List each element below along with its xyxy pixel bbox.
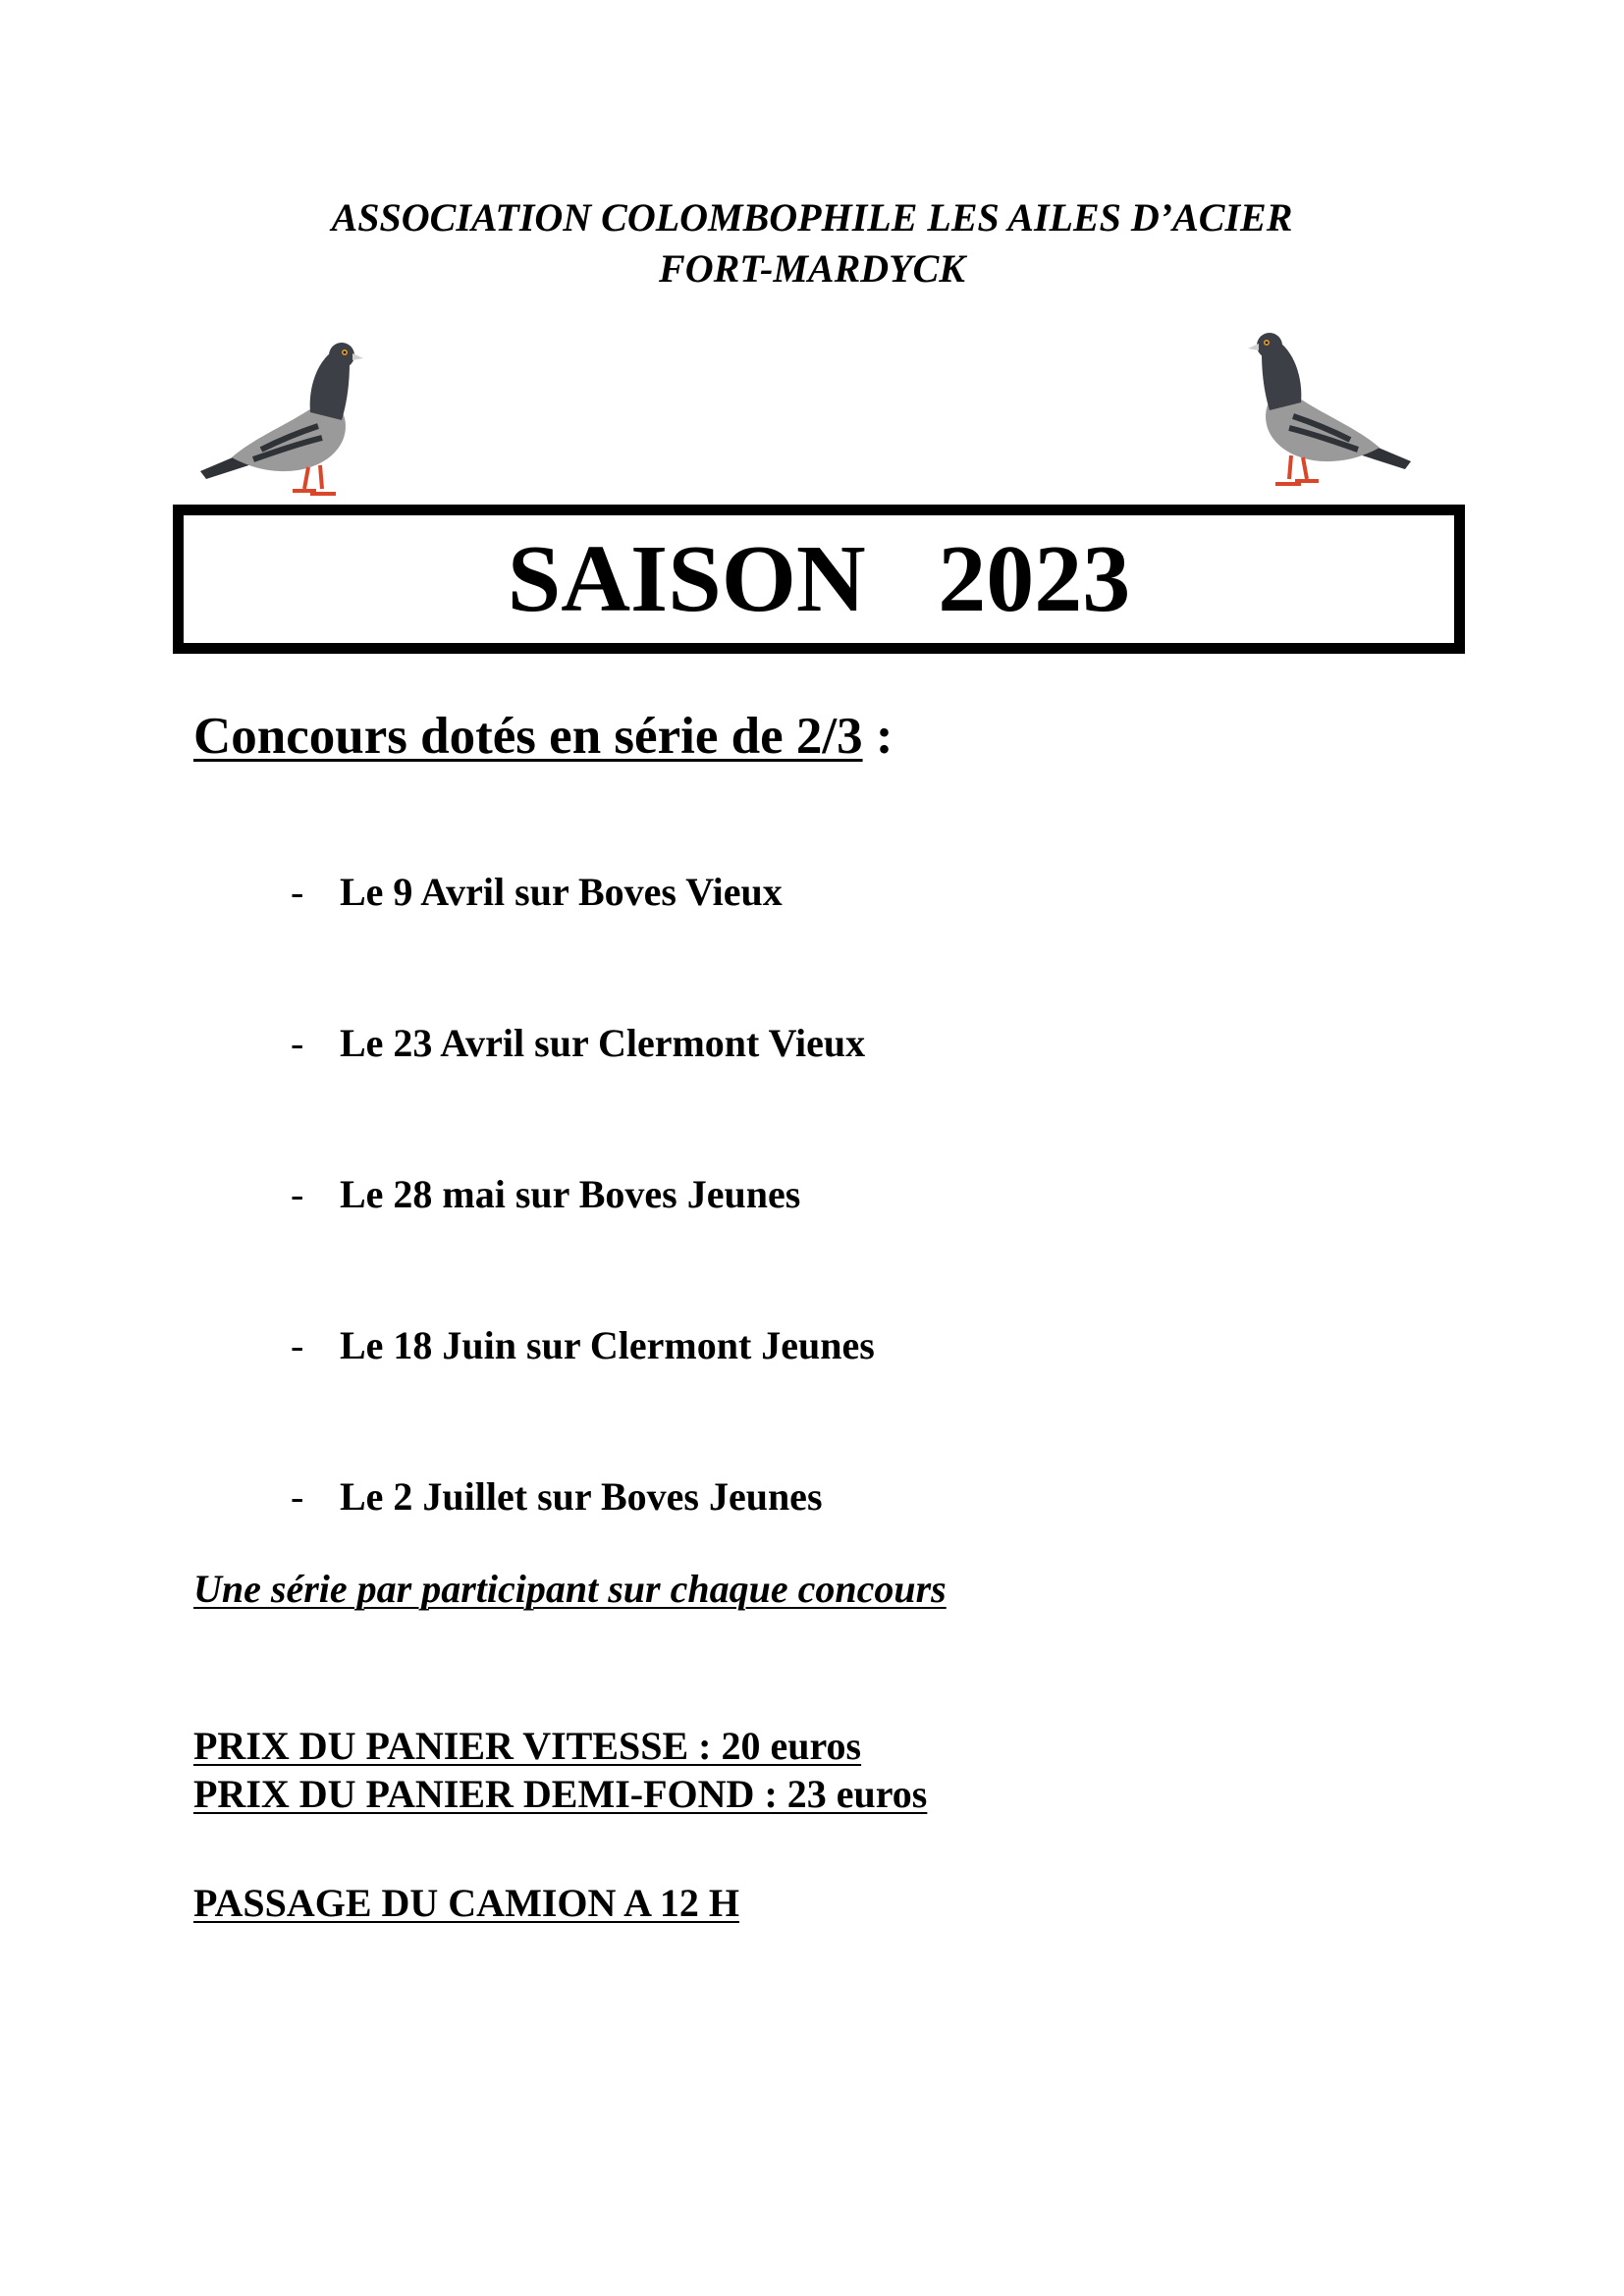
pigeon-icon: [1247, 322, 1419, 494]
price-vitesse: PRIX DU PANIER VITESSE : 20 euros: [193, 1724, 862, 1768]
race-text: Le 18 Juin sur Clermont Jeunes: [340, 1323, 875, 1367]
section-title-text: Concours dotés en série de 2/3: [193, 708, 863, 765]
race-text: Le 28 mai sur Boves Jeunes: [340, 1172, 801, 1216]
association-town: FORT-MARDYCK: [659, 246, 965, 291]
list-dash: -: [291, 1172, 304, 1216]
pigeon-icon: [192, 332, 364, 504]
race-text: Le 2 Juillet sur Boves Jeunes: [340, 1474, 823, 1519]
list-item: [291, 1170, 800, 1219]
race-text: Le 9 Avril sur Boves Vieux: [340, 870, 783, 914]
list-item: [291, 1019, 865, 1068]
list-dash: -: [291, 1021, 304, 1065]
list-item: [291, 1321, 875, 1370]
race-text: Le 23 Avril sur Clermont Vieux: [340, 1021, 866, 1065]
participation-note: Une série par participant sur chaque concours: [193, 1567, 947, 1611]
section-title-suffix: :: [862, 708, 893, 765]
list-item: [291, 868, 783, 917]
section-title: [193, 704, 893, 769]
association-header: [0, 192, 1624, 294]
list-item: [291, 1472, 823, 1522]
list-dash: -: [291, 1474, 304, 1519]
truck-passage: PASSAGE DU CAMION A 12 H: [193, 1881, 739, 1925]
season-title: SAISON 2023: [173, 505, 1465, 654]
list-dash: -: [291, 870, 304, 914]
list-dash: -: [291, 1323, 304, 1367]
association-name: ASSOCIATION COLOMBOPHILE LES AILES D’ACIER: [331, 195, 1293, 240]
price-demi-fond: PRIX DU PANIER DEMI-FOND : 23 euros: [193, 1772, 928, 1816]
